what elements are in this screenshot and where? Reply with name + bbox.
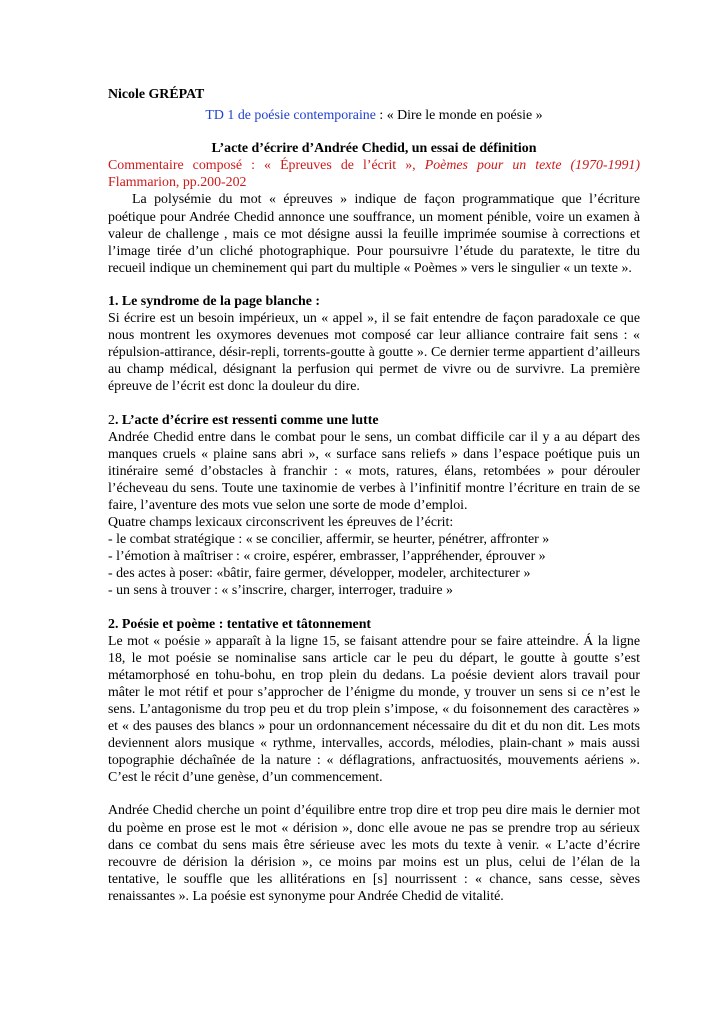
section-2-title: . L’acte d’écrire est ressenti comme une lutte [114, 412, 379, 428]
essay-title: L’acte d’écrire d’Andrée Chedid, un essai de définition [211, 141, 537, 157]
course-line [108, 107, 640, 124]
section-2-number: 2 [108, 412, 115, 428]
section-3-heading: 2. Poésie et poème : tentative et tâtonnement [108, 616, 372, 632]
list-item: - un sens à trouver : « s’inscrire, charger, interroger, traduire » [108, 583, 453, 599]
section-3-text: Le mot « poésie » apparaît à la ligne 15, se faisant attendre pour se faire atteindre. Á la ligne 18, le mot poésie se nominalise sans article car le peu du départ, le goutte à goutte s’est métamorphosé en tohu-bohu, en trop plein du dedans. La poésie devient alors travail pour mâter le mot rétif et pour s’approcher de l’énigme du monde, y trouver un sens si ce n’est le sens. L’antagonisme du trop peu et du trop plein s’impose, « du foisonnement des caractères » et « des pauses des blancs » pour un ordonnancement nécessaire du dit et du non dit. Les mots deviennent alors musique « rythme, intervalles, accords, mélodies, plain-chant » mais aussi topographie déchaînée de la nature : « déflagrations, anfractuosités, mouvements aériens ». C’est le récit d’une genèse, d’un commencement. [108, 633, 640, 786]
publisher-line: Flammarion, pp.200-202 [108, 175, 247, 191]
list-item: - des actes à poser: «bâtir, faire germer, développer, modeler, architecturer » [108, 566, 531, 582]
paragraph-gap [108, 786, 640, 802]
author-name: Nicole GRÉPAT [108, 87, 205, 102]
section-1-text: Si écrire est un besoin impérieux, un « appel », il se fait entendre de façon paradoxale ce que nous montrent les oxymores devenues mot composé car leur alliance contraire fait sens : « répulsion-attirance, désir-repli, torrents-goutte à goutte ». Ce dernier terme appartient d’ailleurs au champ médical, désignant la perfusion qui permet de vivre ou de survivre. La première épreuve de l’écrit est donc la douleur du dire. [108, 311, 640, 395]
course-link[interactable]: TD 1 de poésie contemporaine [205, 108, 376, 124]
intro-paragraph: La polysémie du mot « épreuves » indique de façon programmatique que l’écriture poétique pour Andrée Chedid annonce une souffrance, un moment pénible, voire un examen à valeur de challenge , mais ce mot désigne aussi la feuille imprimée soumise à corrections et l’image tirée d’un cliché photographique. Pour poursuivre l’étude du paratexte, le titre du recueil indique un cheminement qui part du multiple « Poèmes » vers le singulier « un texte ». [108, 192, 640, 276]
section-1-heading: 1. Le syndrome de la page blanche : [108, 293, 320, 309]
list-item: - l’émotion à maîtriser : « croire, espérer, embrasser, l’appréhender, éprouver » [108, 549, 546, 565]
section-2-heading [108, 412, 640, 429]
list-item: - le combat stratégique : « se concilier, affermir, se heurter, pénétrer, affronter » [108, 532, 550, 548]
book-title: Poèmes pour un texte (1970-1991) [424, 158, 640, 174]
closing-paragraph: Andrée Chedid cherche un point d’équilibre entre trop dire et trop peu dire mais le dernier mot du poème en prose est le mot « dérision », donc elle avoue ne pas se prendre trop au sérieux dans ce combat du sens mais être sérieuse avec les mots du texte à venir. « L’acte d’écrire recouvre de dérision la dérision », ce moins par moins est un plus, celui de l’élan de la tentative, le souffle que les allitérations en [s] nourrissent : « chance, sans cesse, sèves renaissantes ». La poésie est synonyme pour Andrée Chedid de vitalité. [108, 803, 640, 904]
document-page [108, 86, 640, 905]
commentary-prefix: Commentaire composé : « Épreuves de l’écrit », [108, 158, 425, 174]
course-subtitle: : « Dire le monde en poésie » [375, 108, 543, 124]
lexical-intro: Quatre champs lexicaux circonscrivent les épreuves de l’écrit: [108, 515, 454, 531]
section-2-text: Andrée Chedid entre dans le combat pour le sens, un combat difficile car il y a au départ des manques cruels « plaine sans abri », « surface sans reliefs » dans l’espace poétique puis un itinéraire semé d’obstacles à franchir : « mots, ratures, élans, retombées » pour dérouler l’écheveau du sens. Toute une taxinomie de verbes à l’infinitif montre l’écriture en train de se faire, l’aventure des mots vue selon une sorte de mode d’emploi. [108, 429, 640, 513]
commentary-line [108, 157, 640, 174]
